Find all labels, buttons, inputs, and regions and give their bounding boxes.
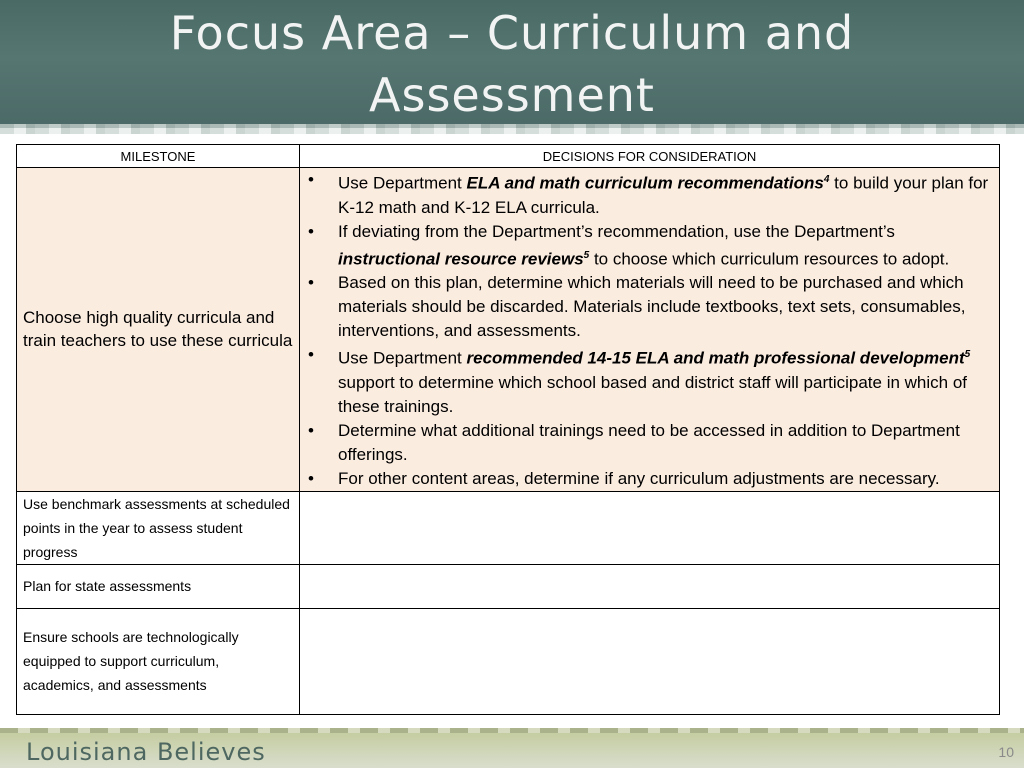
decisions-cell	[300, 168, 1000, 492]
list-item: • Determine what additional trainings need to be accessed in addition to Department offerings.	[338, 419, 991, 467]
title-line-2: Assessment	[369, 68, 655, 122]
table-row	[17, 168, 1000, 492]
milestone-cell: Plan for state assessments	[17, 564, 300, 608]
decisions-cell-empty	[300, 608, 1000, 714]
table-header-row	[17, 145, 1000, 168]
title-line-1: Focus Area – Curriculum and	[169, 6, 855, 60]
decisions-cell-empty	[300, 491, 1000, 564]
milestone-cell: Choose high quality curricula and train teachers to use these curricula	[17, 168, 300, 492]
list-item: • Based on this plan, determine which materials will need to be purchased and which materials should be discarded. Materials include textbooks, text sets, consumables, interventions, and assessments.	[338, 271, 991, 343]
table-row	[17, 608, 1000, 714]
brand-logo-text: Louisiana Believes	[26, 738, 266, 766]
milestone-cell: Ensure schools are technologically equipped to support curriculum, academics, and assessments	[17, 608, 300, 714]
list-item: • Use Department recommended 14-15 ELA and math professional development$^5$ support to determine which school based and district staff will participate in which of these trainings.	[338, 343, 991, 419]
decisions-list	[300, 168, 999, 491]
decisions-cell-empty	[300, 564, 1000, 608]
list-item: • For other content areas, determine if any curriculum adjustments are necessary.	[338, 467, 991, 491]
list-item: • If deviating from the Department’s recommendation, use the Department’s instructional resource reviews$^5$ to choose which curriculum resources to adopt.	[338, 220, 991, 272]
column-header-decisions: DECISIONS FOR CONSIDERATION	[300, 145, 1000, 168]
slide-title	[0, 2, 1024, 126]
page-number: 10	[998, 744, 1014, 760]
milestone-table	[16, 144, 1000, 715]
footer-bar	[0, 732, 1024, 768]
chalkboard-header	[0, 0, 1024, 128]
list-item: • Use Department ELA and math curriculum recommendations$^4$ to build your plan for K-12 math and K-12 ELA curricula.	[338, 168, 991, 220]
milestone-cell: Use benchmark assessments at scheduled points in the year to assess student progress	[17, 491, 300, 564]
table-row	[17, 491, 1000, 564]
column-header-milestone: MILESTONE	[17, 145, 300, 168]
table-row	[17, 564, 1000, 608]
